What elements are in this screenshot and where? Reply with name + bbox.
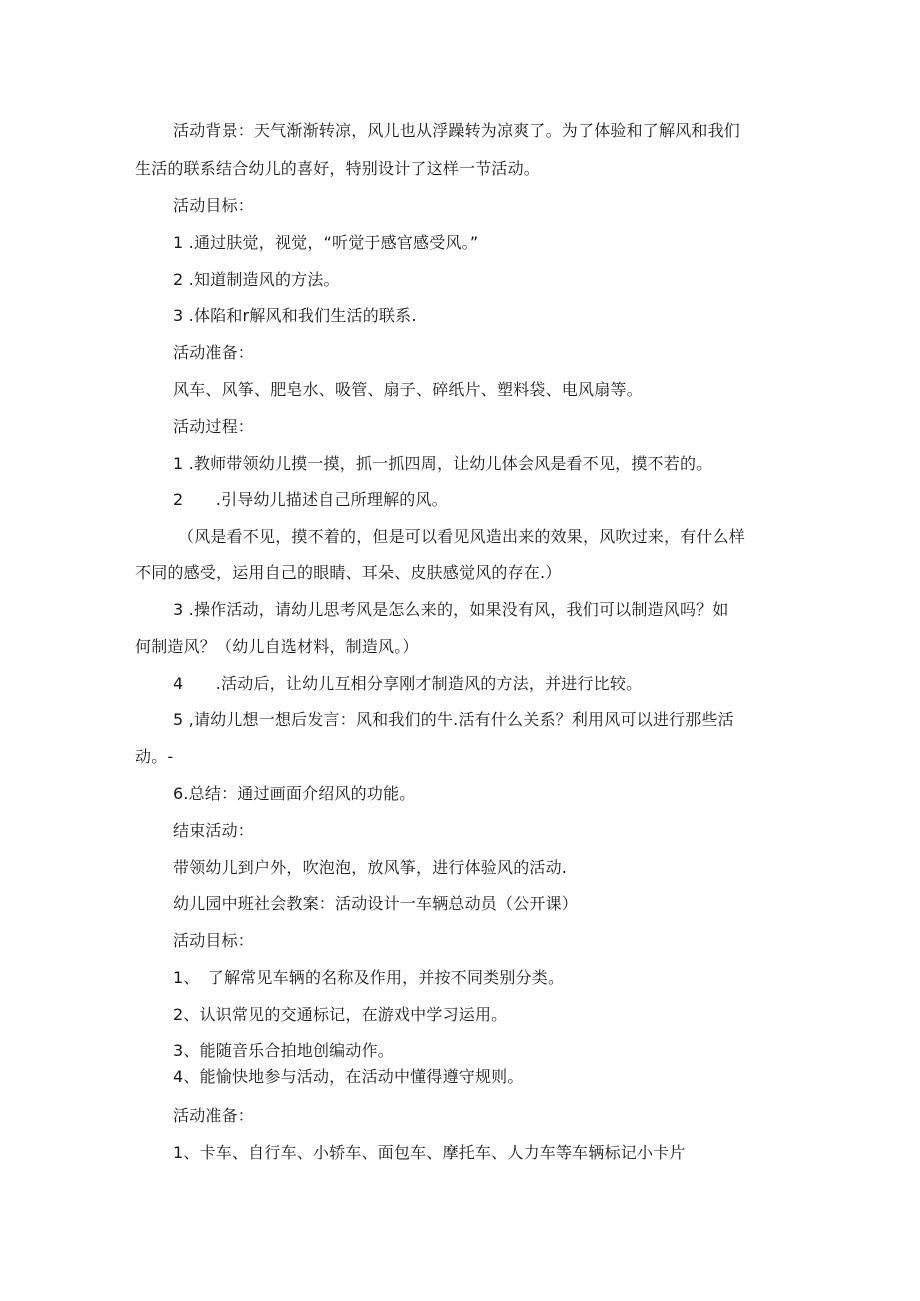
ending-heading: 结束活动：	[173, 821, 255, 840]
preparation-heading-2: 活动准备：	[173, 1106, 255, 1125]
goal-item-2: 2 .知道制造风的方法。	[173, 270, 340, 289]
process-step-1: 1 .教师带领幼儿摸一摸，抓一抓四周，让幼儿体会风是看不见，摸不若的。	[173, 454, 713, 473]
lesson-title: 幼儿园中班社会教案：活动设计一车辆总动员（公开课）	[173, 894, 579, 913]
goal2-item-2: 2、认识常见的交通标记，在游戏中学习运用。	[173, 1005, 508, 1024]
goals-heading: 活动目标：	[173, 196, 255, 215]
process-note-line-1: （风是看不见，摸不着的，但是可以看见风造出来的效果，风吹过来，有什么样	[178, 527, 746, 546]
preparation-heading: 活动准备：	[173, 343, 255, 362]
process-step-5-line-1: 5 ,请幼儿想一想后发言：风和我们的牛.活有什么关系？利用风可以进行那些活	[173, 710, 734, 729]
process-step-2: 2 .引导幼儿描述自己所理解的风。	[173, 490, 448, 509]
goal-item-1: 1 .通过肤觉，视觉，“听觉于感官感受风。”	[173, 233, 479, 252]
process-step-6: 6.总结：通过画面介绍风的功能。	[173, 784, 416, 803]
goals-heading-2: 活动目标：	[173, 931, 255, 950]
background-line-1: 活动背景：天气渐渐转凉，风儿也从浮躁转为凉爽了。为了体验和了解风和我们	[173, 121, 741, 140]
goal2-item-4: 4、能愉快地参与活动，在活动中懂得遵守规则。	[173, 1067, 524, 1086]
goal2-item-1: 1、 了解常见车辆的名称及作用，并按不同类别分类。	[173, 968, 565, 987]
background-line-2: 生活的联系结合幼儿的喜好，特别设计了这样一节活动。	[135, 159, 541, 178]
preparation2-item-1: 1、卡车、自行车、小轿车、面包车、摩托车、人力车等车辆标记小卡片	[173, 1143, 686, 1162]
process-step-5-line-2: 动。-	[135, 747, 174, 766]
process-note-line-2: 不同的感受，运用自己的眼睛、耳朵、皮肤感觉风的存在.）	[135, 563, 562, 582]
goal2-item-3: 3、能随音乐合拍地创编动作。	[173, 1041, 394, 1060]
ending-activity: 带领幼儿到户外，吹泡泡，放风筝，进行体验风的活动.	[173, 858, 568, 877]
goal-item-3: 3 .体陷和r解风和我们生活的联系.	[173, 306, 417, 325]
preparation-materials: 风车、风筝、肥皂水、吸管、扇子、碎纸片、塑料袋、电风扇等。	[173, 380, 643, 399]
process-heading: 活动过程：	[173, 417, 255, 436]
process-step-3-line-2: 何制造风？（幼儿自选材料，制造风。）	[135, 637, 419, 656]
process-step-4: 4 .活动后，让幼儿互相分享刚才制造风的方法，并进行比较。	[173, 674, 643, 693]
process-step-3-line-1: 3 .操作活动，请幼儿思考风是怎么来的，如果没有风，我们可以制造风吗？如	[173, 600, 729, 619]
